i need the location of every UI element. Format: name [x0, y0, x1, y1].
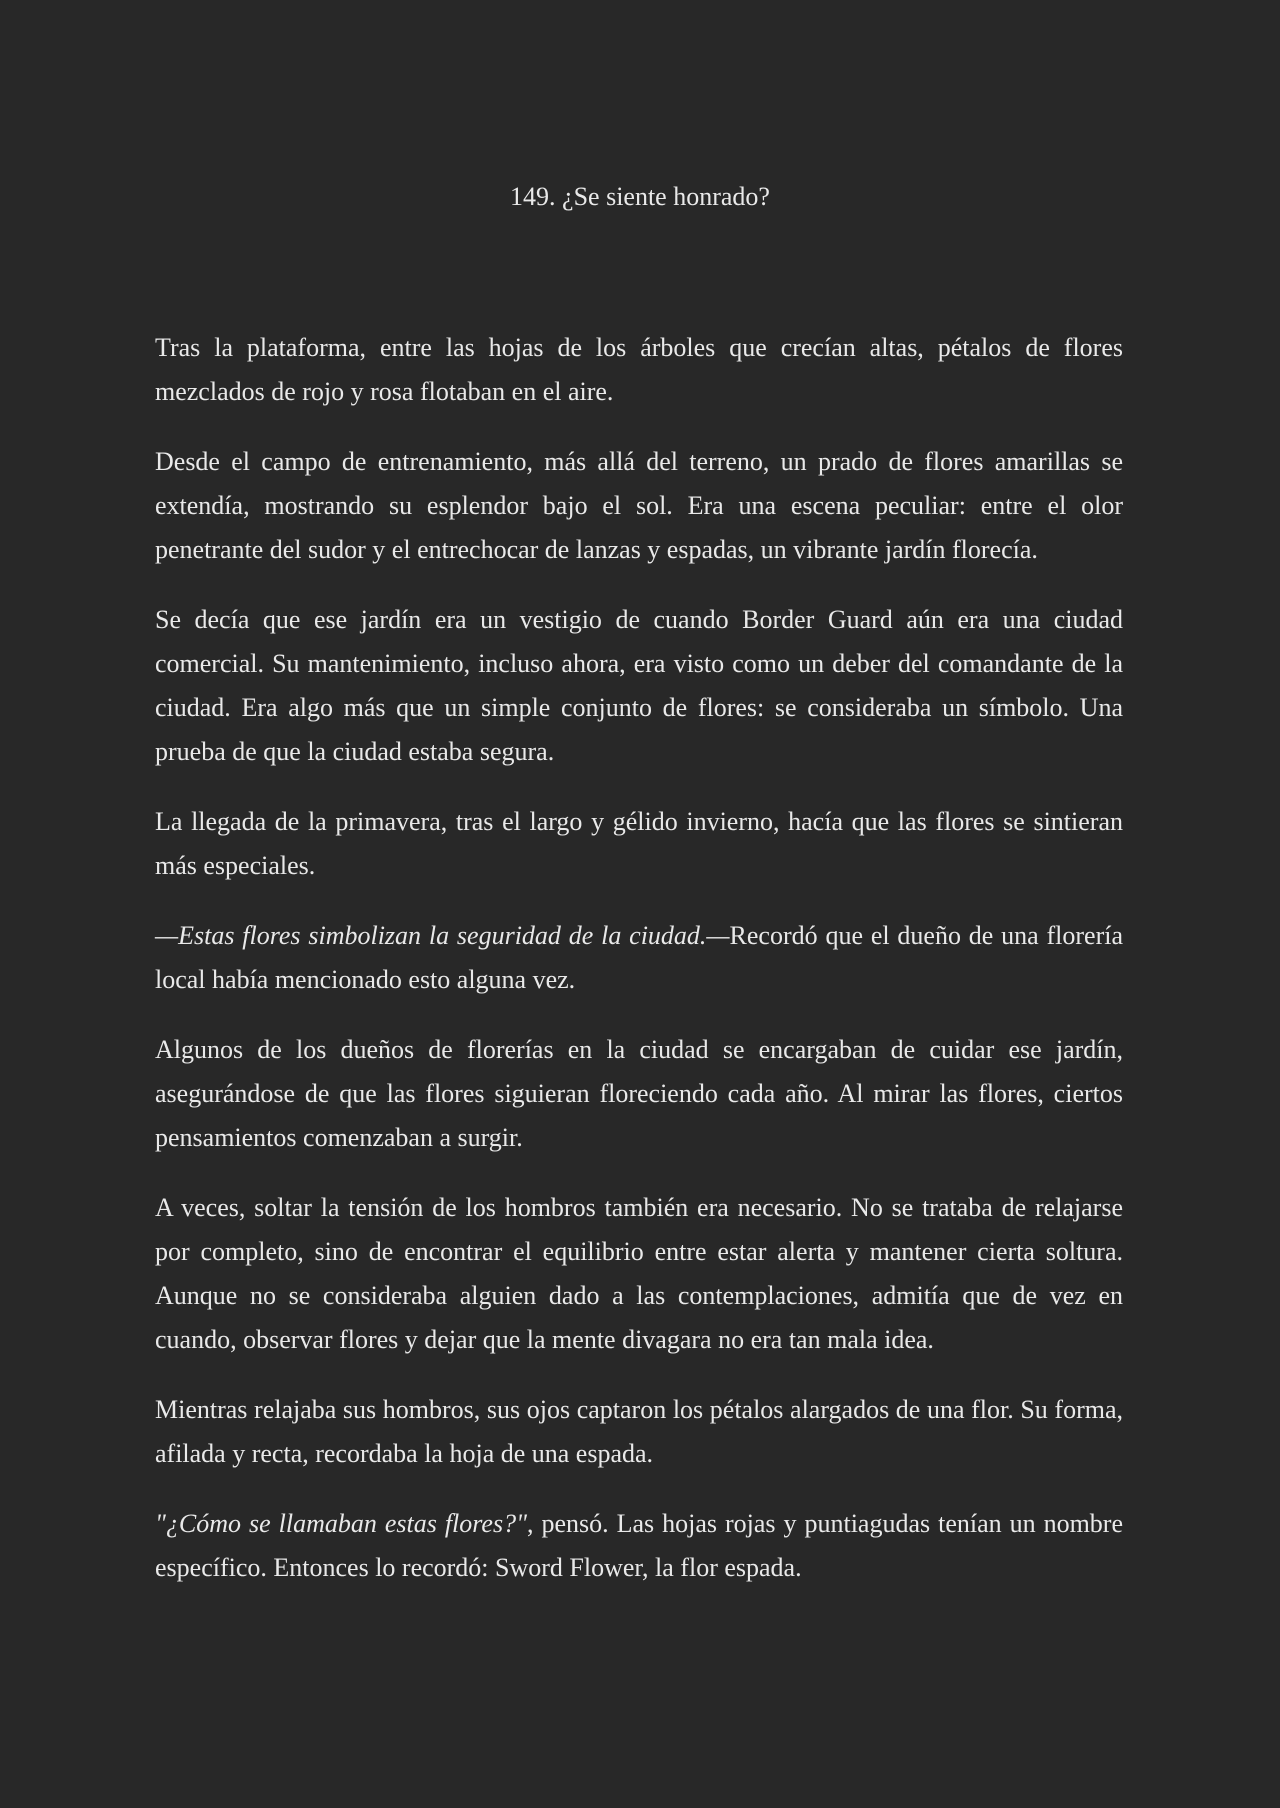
italic-dialogue: —Estas flores simbolizan la seguridad de la ciudad.— [155, 921, 730, 950]
paragraph: Se decía que ese jardín era un vestigio de cuando Border Guard aún era una ciudad comercial. Su mantenimiento, incluso ahora, era visto como un deber del comandante de la ciudad. Era algo más que un simple conjunto de flores: se consideraba un símbolo. Una prueba de que la ciudad estaba segura. [155, 605, 1123, 766]
paragraph: Desde el campo de entrenamiento, más allá del terreno, un prado de flores amarillas se extendía, mostrando su esplendor bajo el sol. Era una escena peculiar: entre el olor penetrante del sudor y el entrechocar de lanzas y espadas, un vibrante jardín florecía. [155, 447, 1123, 564]
paragraph: Tras la plataforma, entre las hojas de los árboles que crecían altas, pétalos de flores mezclados de rojo y rosa flotaban en el aire. [155, 333, 1123, 406]
paragraph [155, 914, 1123, 1002]
paragraph [155, 1502, 1123, 1590]
paragraph-text: , pensó. Las hojas rojas y puntiagudas tenían un nombre específico. Entonces lo recordó: Sword Flower, la flor espada. [155, 1509, 1123, 1582]
chapter-title: 149. ¿Se siente honrado? [510, 182, 770, 211]
chapter-body [155, 326, 1123, 1616]
paragraph: La llegada de la primavera, tras el largo y gélido invierno, hacía que las flores se sintieran más especiales. [155, 807, 1123, 880]
paragraph: Algunos de los dueños de florerías en la ciudad se encargaban de cuidar ese jardín, asegurándose de que las flores siguieran floreciendo cada año. Al mirar las flores, ciertos pensamientos comenzaban a surgir. [155, 1035, 1123, 1152]
paragraph: Mientras relajaba sus hombros, sus ojos captaron los pétalos alargados de una flor. Su forma, afilada y recta, recordaba la hoja de una espada. [155, 1395, 1123, 1468]
paragraph: A veces, soltar la tensión de los hombros también era necesario. No se trataba de relajarse por completo, sino de encontrar el equilibrio entre estar alerta y mantener cierta soltura. Aunque no se consideraba alguien dado a las contemplaciones, admitía que de vez en cuando, observar flores y dejar que la mente divagara no era tan mala idea. [155, 1193, 1123, 1354]
paragraph-text: Recordó que el dueño de una florería local había mencionado esto alguna vez. [155, 921, 1123, 994]
italic-thought: "¿Cómo se llamaban estas flores?" [155, 1509, 527, 1538]
